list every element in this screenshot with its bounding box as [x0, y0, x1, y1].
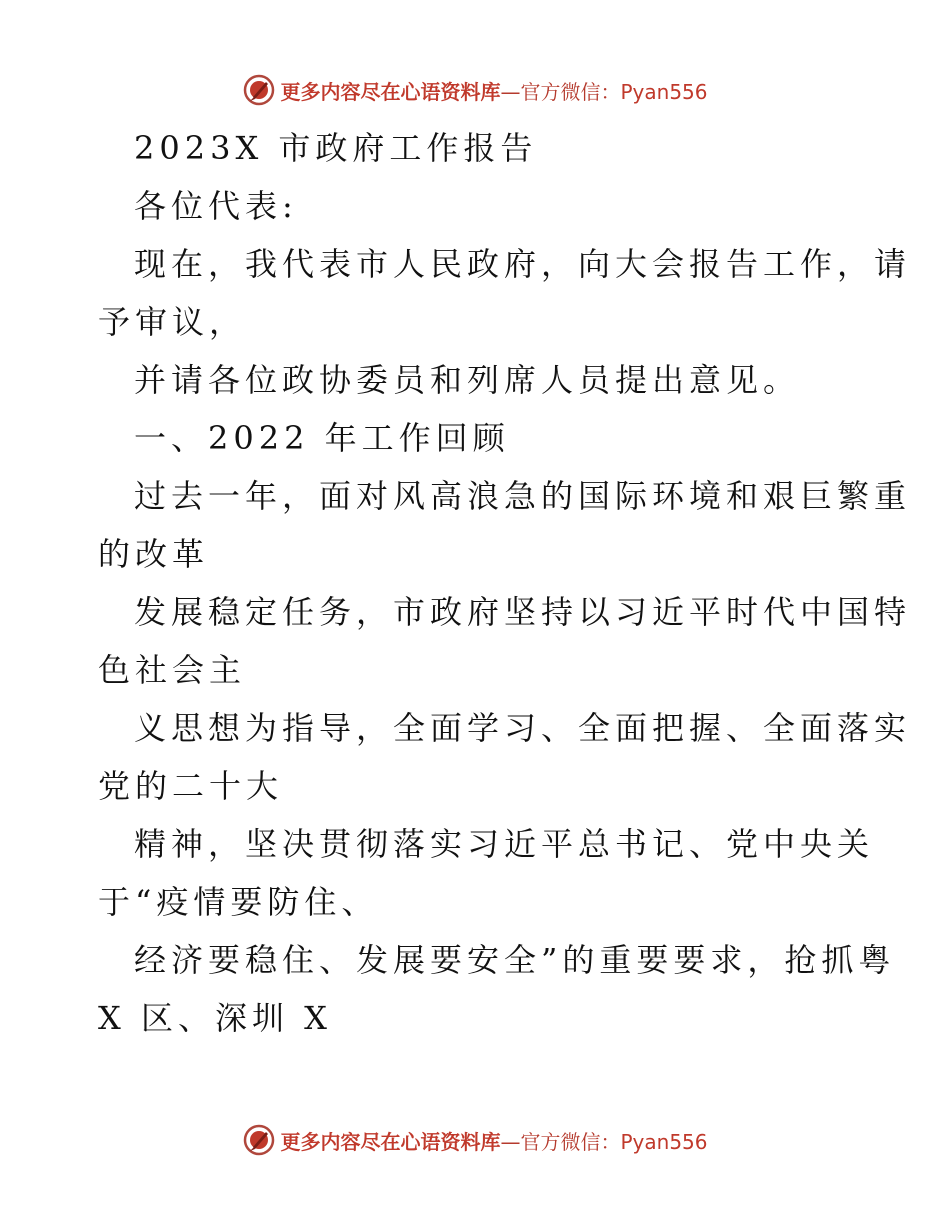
banner-wechat-id: Pyan556 — [620, 1129, 708, 1154]
banner-text — [280, 76, 707, 105]
doc-line: 经济要稳住、发展要安全”的重要要求，抢抓粤 — [134, 941, 896, 979]
doc-line: 色社会主 — [98, 651, 247, 689]
doc-line: 现在，我代表市人民政府，向大会报告工作，请 — [134, 245, 912, 283]
doc-line: 精神，坚决贯彻落实习近平总书记、党中央关 — [134, 825, 875, 863]
header-banner — [0, 70, 950, 110]
banner-dash: — — [500, 1129, 521, 1154]
pen-circle-logo-icon — [242, 1123, 276, 1157]
banner-wechat-label: 官方微信： — [520, 79, 621, 104]
banner-wechat-id: Pyan556 — [620, 79, 708, 104]
banner-dash: — — [500, 79, 521, 104]
doc-line: 过去一年，面对风高浪急的国际环境和艰巨繁重 — [134, 477, 912, 515]
section-heading: 一、2022 年工作回顾 — [134, 419, 510, 457]
doc-line: X 区、深圳 X — [98, 999, 332, 1037]
banner-wechat-label: 官方微信： — [520, 1129, 621, 1154]
doc-title: 2023X 市政府工作报告 — [134, 129, 538, 167]
doc-line: 于“疫情要防住、 — [98, 883, 379, 921]
doc-line: 义思想为指导，全面学习、全面把握、全面落实 — [134, 709, 912, 747]
banner-text — [280, 1126, 707, 1155]
doc-line: 的改革 — [98, 535, 210, 573]
doc-salutation: 各位代表: — [134, 187, 298, 225]
doc-line: 并请各位政协委员和列席人员提出意见。 — [134, 361, 801, 399]
banner-main-text: 更多内容尽在心语资料库 — [280, 1129, 501, 1154]
doc-line: 予审议， — [98, 303, 247, 341]
doc-line: 发展稳定任务，市政府坚持以习近平时代中国特 — [134, 593, 912, 631]
banner-main-text: 更多内容尽在心语资料库 — [280, 79, 501, 104]
doc-line: 党的二十大 — [98, 767, 284, 805]
pen-circle-logo-icon — [242, 73, 276, 107]
footer-banner — [0, 1120, 950, 1160]
